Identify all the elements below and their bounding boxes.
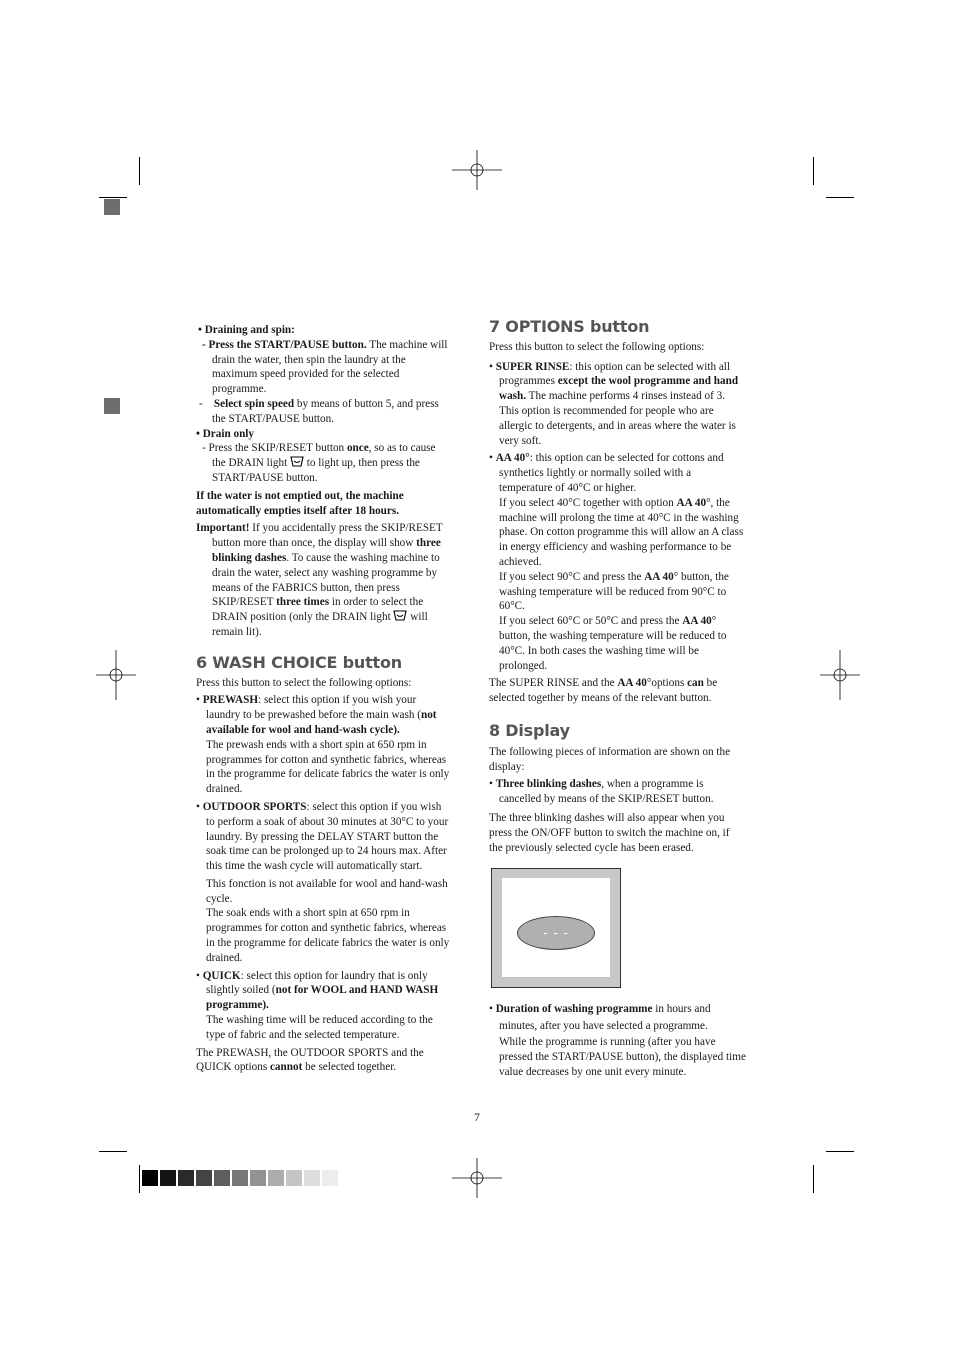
drain-light-icon [393,610,407,622]
display-dashes: - - - [543,926,569,940]
text-line: button more than once, the display will show three [212,537,441,550]
drain-spin-title: • Draining and spin: [198,324,295,336]
text-line: value decreases by one unit every minute. [499,1065,687,1078]
text-line: programmes for cotton and synthetic fabrics, whereas [206,922,447,935]
text-line: the DRAIN light to light up, then press the [212,457,420,470]
text-line: drained. [206,783,243,796]
text-line: The soak ends with a short spin at 650 rpm in [206,907,410,920]
section-6-footer: QUICK options cannot be selected together. [196,1061,397,1074]
text-line: If you select 40°C together with option AA 40°, the [499,496,730,509]
aa40-option: • AA 40°: this option can be selected for cottons and [489,452,724,465]
text-line: If you select 60°C or 50°C and press the AA 40° [499,615,717,628]
text-line: wash. The machine performs 4 rinses instead of 3. [499,390,725,403]
registration-square [104,398,120,414]
text-line: washing temperature will be reduced from 90°C to [499,585,727,598]
text-line: the previously selected cycle has been erased. [489,841,694,854]
three-dashes-item: • Three blinking dashes, when a programme is [489,778,704,791]
text-line: achieved. [499,555,542,568]
drain-light-icon [290,456,304,468]
section-6-intro: Press this button to select the following options: [196,676,412,689]
registration-square [104,199,120,215]
registration-mark-icon [96,650,136,700]
quick-option: • QUICK: select this option for laundry that is only [196,969,428,982]
section-7-footer: The SUPER RINSE and the AA 40°options can be [489,677,718,690]
text-line: in the programme for delicate fabrics the water is only [206,937,450,950]
crop-mark [826,197,854,198]
text-line: available for wool and hand-wash cycle). [206,723,400,736]
text-line: very soft. [499,434,542,447]
text-line: The washing time will be reduced according to the [206,1014,433,1027]
crop-mark [813,157,814,185]
crop-mark [99,197,127,198]
text-line: blinking dashes. To cause the washing machine to [212,551,440,564]
text-line: temperature of 40°C or higher. [499,481,637,494]
section-7-footer: selected together by means of the relevant button. [489,692,712,705]
text-line: 60°C. [499,600,525,613]
text-line: slightly soiled (not for WOOL and HAND WASH [206,984,439,997]
important-note: Important! If you accidentally press the SKIP/RESET [196,522,443,535]
auto-drain-warning: If the water is not emptied out, the machine [196,489,404,502]
prewash-option: • PREWASH: select this option if you wish your [196,694,417,707]
section-7-intro: Press this button to select the following options: [489,340,705,353]
text-line: This option is recommended for people who are [499,404,714,417]
text-line: If you select 90°C and press the AA 40° button, the [499,570,729,583]
crop-mark [99,1151,127,1152]
text-line: in the programme for delicate fabrics the water is only [206,768,450,781]
display-illustration [491,868,621,988]
section-8-heading: 8 Display [489,720,570,740]
text-line: laundry. By pressing the DELAY START button the [206,830,439,843]
text-line: phase. On cotton programme this will allow an A class [499,526,744,539]
text-line: drain the water, then spin the laundry at the [212,353,406,366]
crop-mark [826,1151,854,1152]
drain-only-title: • Drain only [196,427,254,440]
text-line: This fonction is not available for wool and hand-wash [206,877,448,890]
crop-mark [139,1165,140,1193]
crop-mark [139,157,140,185]
left-column [196,323,468,1075]
text-line: button, the washing temperature will be reduced to [499,629,727,642]
outdoor-sports-option: • OUTDOOR SPORTS: select this option if you wish [196,800,442,813]
right-column [489,317,761,855]
text-line: DRAIN position (only the DRAIN light will [212,611,428,624]
drain-spin-step1: - Press the START/PAUSE button. The machine will [202,338,448,351]
text-line: cancelled by means of the SKIP/RESET button. [499,793,714,806]
display-oval [517,916,595,950]
section-8-intro: The following pieces of information are shown on the [489,745,731,758]
text-line: cycle. [206,892,233,905]
text-line: 40°C. In both cases the washing time will be [499,644,699,657]
text-line: synthetics lightly or normally soiled with a [499,467,692,480]
drain-only-step: - Press the SKIP/RESET button once, so as to cause [202,442,436,455]
text-line: prolonged. [499,659,548,672]
text-line: type of fabric and the selected temperature. [206,1028,400,1041]
registration-mark-icon [820,650,860,700]
text-line: START/PAUSE button. [212,471,318,484]
text-line: programme. [212,383,267,396]
text-line: drained. [206,951,243,964]
text-line: programmes except the wool programme and hand [499,375,739,388]
duration-item: • Duration of washing programme in hours and [489,1003,711,1015]
auto-drain-warning: automatically empties itself after 18 hours. [196,504,399,517]
text-line: the START/PAUSE button. [212,412,335,425]
text-line: maximum speed provided for the selected [212,368,400,381]
text-line: remain lit). [212,625,262,638]
text-line: programme). [206,999,269,1012]
text-line: The three blinking dashes will also appear when you [489,811,725,824]
text-line: allergic to detergents, and in areas where the water is [499,419,736,432]
text-line: to perform a soak of about 30 minutes at 30°C to your [206,815,449,828]
registration-mark-icon [452,1158,502,1198]
drain-spin-step2: - Select spin speed by means of button 5, and press [199,397,439,410]
text-line: machine will prolong the time at 40°C in the washing [499,511,739,524]
text-line: means of the FABRICS button, then press [212,581,400,594]
crop-mark [813,1165,814,1193]
section-8-intro: display: [489,760,525,773]
text-line: The prewash ends with a short spin at 650 rpm in [206,738,427,751]
text-line: in energy efficiency and washing performance to be [499,541,732,554]
text-line: minutes, after you have selected a programme. [499,1020,708,1032]
section-6-heading: 6 WASH CHOICE button [196,652,402,672]
text-line: While the programme is running (after you have [499,1036,716,1048]
text-line: soak time can be prolonged up to 24 hours max. After [206,845,447,858]
section-6-footer: The PREWASH, the OUTDOOR SPORTS and the [196,1046,424,1059]
display-screen [502,878,610,977]
right-column-lower [489,1001,761,1079]
text-line: press the ON/OFF button to switch the machine on, if [489,826,730,839]
text-line: laundry to be prewashed before the main wash (not [206,709,437,722]
text-line: this time the wash cycle will automatically start. [206,860,423,873]
text-line: pressed the START/PAUSE button), the displayed time [499,1050,746,1063]
section-7-heading: 7 OPTIONS button [489,317,650,336]
text-line: drain the water, select any washing programme by [212,566,438,579]
page-number: 7 [474,1112,480,1124]
registration-mark-icon [452,150,502,190]
super-rinse-option: • SUPER RINSE: this option can be selected with all [489,360,731,373]
text-line: programmes for cotton and synthetic fabrics, whereas [206,753,447,766]
text-line: SKIP/RESET three times in order to select the [212,596,424,609]
